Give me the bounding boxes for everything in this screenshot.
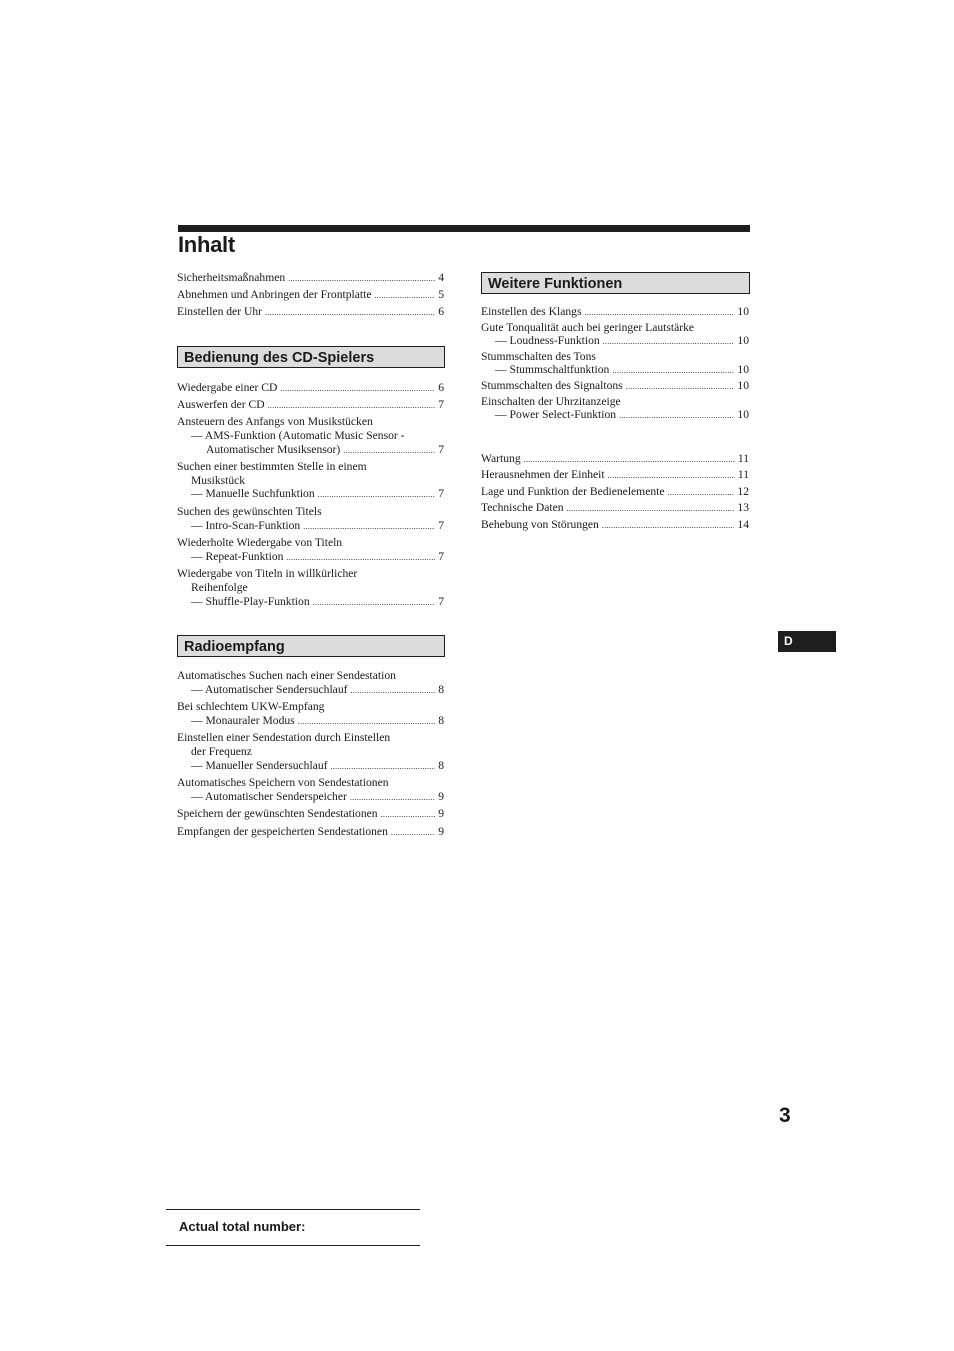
toc-entry[interactable]: Suchen einer bestimmten Stelle in einem Musikstück — Manuelle Suchfunktion ..... 7 — [177, 460, 444, 502]
toc-entry[interactable]: Speichern der gewünschten Sendestationen ..... 9 — [177, 807, 444, 822]
page-title: Inhalt — [178, 232, 235, 257]
toc-radio — [177, 669, 444, 840]
toc-entry[interactable]: Gute Tonqualität auch bei geringer Lautstärke — Loudness-Funktion ..... 10 — [481, 321, 749, 349]
toc-misc — [481, 452, 749, 532]
toc-entry[interactable]: Suchen des gewünschten Titels — Intro-Scan-Funktion ..... 7 — [177, 505, 444, 533]
toc-entry[interactable]: Ansteuern des Anfangs von Musikstücken — AMS-Funktion (Automatic Music Sensor - Automatischer Musiksensor) ..... 7 — [177, 415, 444, 457]
toc-entry[interactable]: Wiedergabe einer CD ..... 6 — [177, 381, 444, 396]
language-tab: D — [778, 631, 836, 652]
section-heading-cd: Bedienung des CD-Spielers — [177, 346, 445, 368]
toc-entry[interactable]: Wiederholte Wiedergabe von Titeln — Repeat-Funktion ..... 7 — [177, 536, 444, 564]
toc-entry[interactable]: Wiedergabe von Titeln in willkürlicher Reihenfolge — Shuffle-Play-Funktion ..... 7 — [177, 567, 444, 609]
toc-entry[interactable]: Einstellen der Uhr ..... 6 — [177, 305, 444, 320]
section-heading-more: Weitere Funktionen — [481, 272, 750, 294]
toc-entry[interactable]: Stummschalten des Tons — Stummschaltfunktion ..... 10 — [481, 350, 749, 378]
toc-entry[interactable]: Einstellen des Klangs ..... 10 — [481, 305, 749, 320]
title-rule — [178, 225, 750, 232]
footer-box — [166, 1209, 420, 1246]
section-heading-radio: Radioempfang — [177, 635, 445, 657]
toc-entry[interactable]: Lage und Funktion der Bedienelemente ..... 12 — [481, 485, 749, 500]
toc-entry[interactable]: Automatisches Suchen nach einer Sendestation — Automatischer Sendersuchlauf ..... 8 — [177, 669, 444, 697]
toc-entry[interactable]: Einschalten der Uhrzitanzeige — Power Select-Funktion ..... 10 — [481, 395, 749, 423]
toc-cd — [177, 381, 444, 609]
toc-more — [481, 305, 749, 423]
toc-entry[interactable]: Empfangen der gespeicherten Sendestationen ..... 9 — [177, 825, 444, 840]
toc-entry[interactable]: Automatisches Speichern von Sendestationen — Automatischer Senderspeicher ..... 9 — [177, 776, 444, 804]
toc-intro — [177, 271, 444, 320]
toc-entry[interactable]: Stummschalten des Signaltons ..... 10 — [481, 379, 749, 394]
toc-entry[interactable]: Behebung von Störungen ..... 14 — [481, 518, 749, 533]
page-number: 3 — [779, 1104, 791, 1127]
footer-label: Actual total number: — [179, 1219, 306, 1234]
toc-entry[interactable]: Auswerfen der CD ..... 7 — [177, 398, 444, 413]
toc-entry[interactable]: Bei schlechtem UKW-Empfang — Monauraler Modus ..... 8 — [177, 700, 444, 728]
toc-entry[interactable]: Einstellen einer Sendestation durch Einstellen der Frequenz — Manueller Sendersuchlauf ..... 8 — [177, 731, 444, 773]
toc-entry[interactable]: Abnehmen und Anbringen der Frontplatte ..... 5 — [177, 288, 444, 303]
toc-entry[interactable]: Herausnehmen der Einheit ..... 11 — [481, 468, 749, 483]
toc-entry[interactable]: Wartung ..... 11 — [481, 452, 749, 467]
toc-entry[interactable]: Technische Daten ..... 13 — [481, 501, 749, 516]
toc-entry[interactable]: Sicherheitsmaßnahmen ..... 4 — [177, 271, 444, 286]
